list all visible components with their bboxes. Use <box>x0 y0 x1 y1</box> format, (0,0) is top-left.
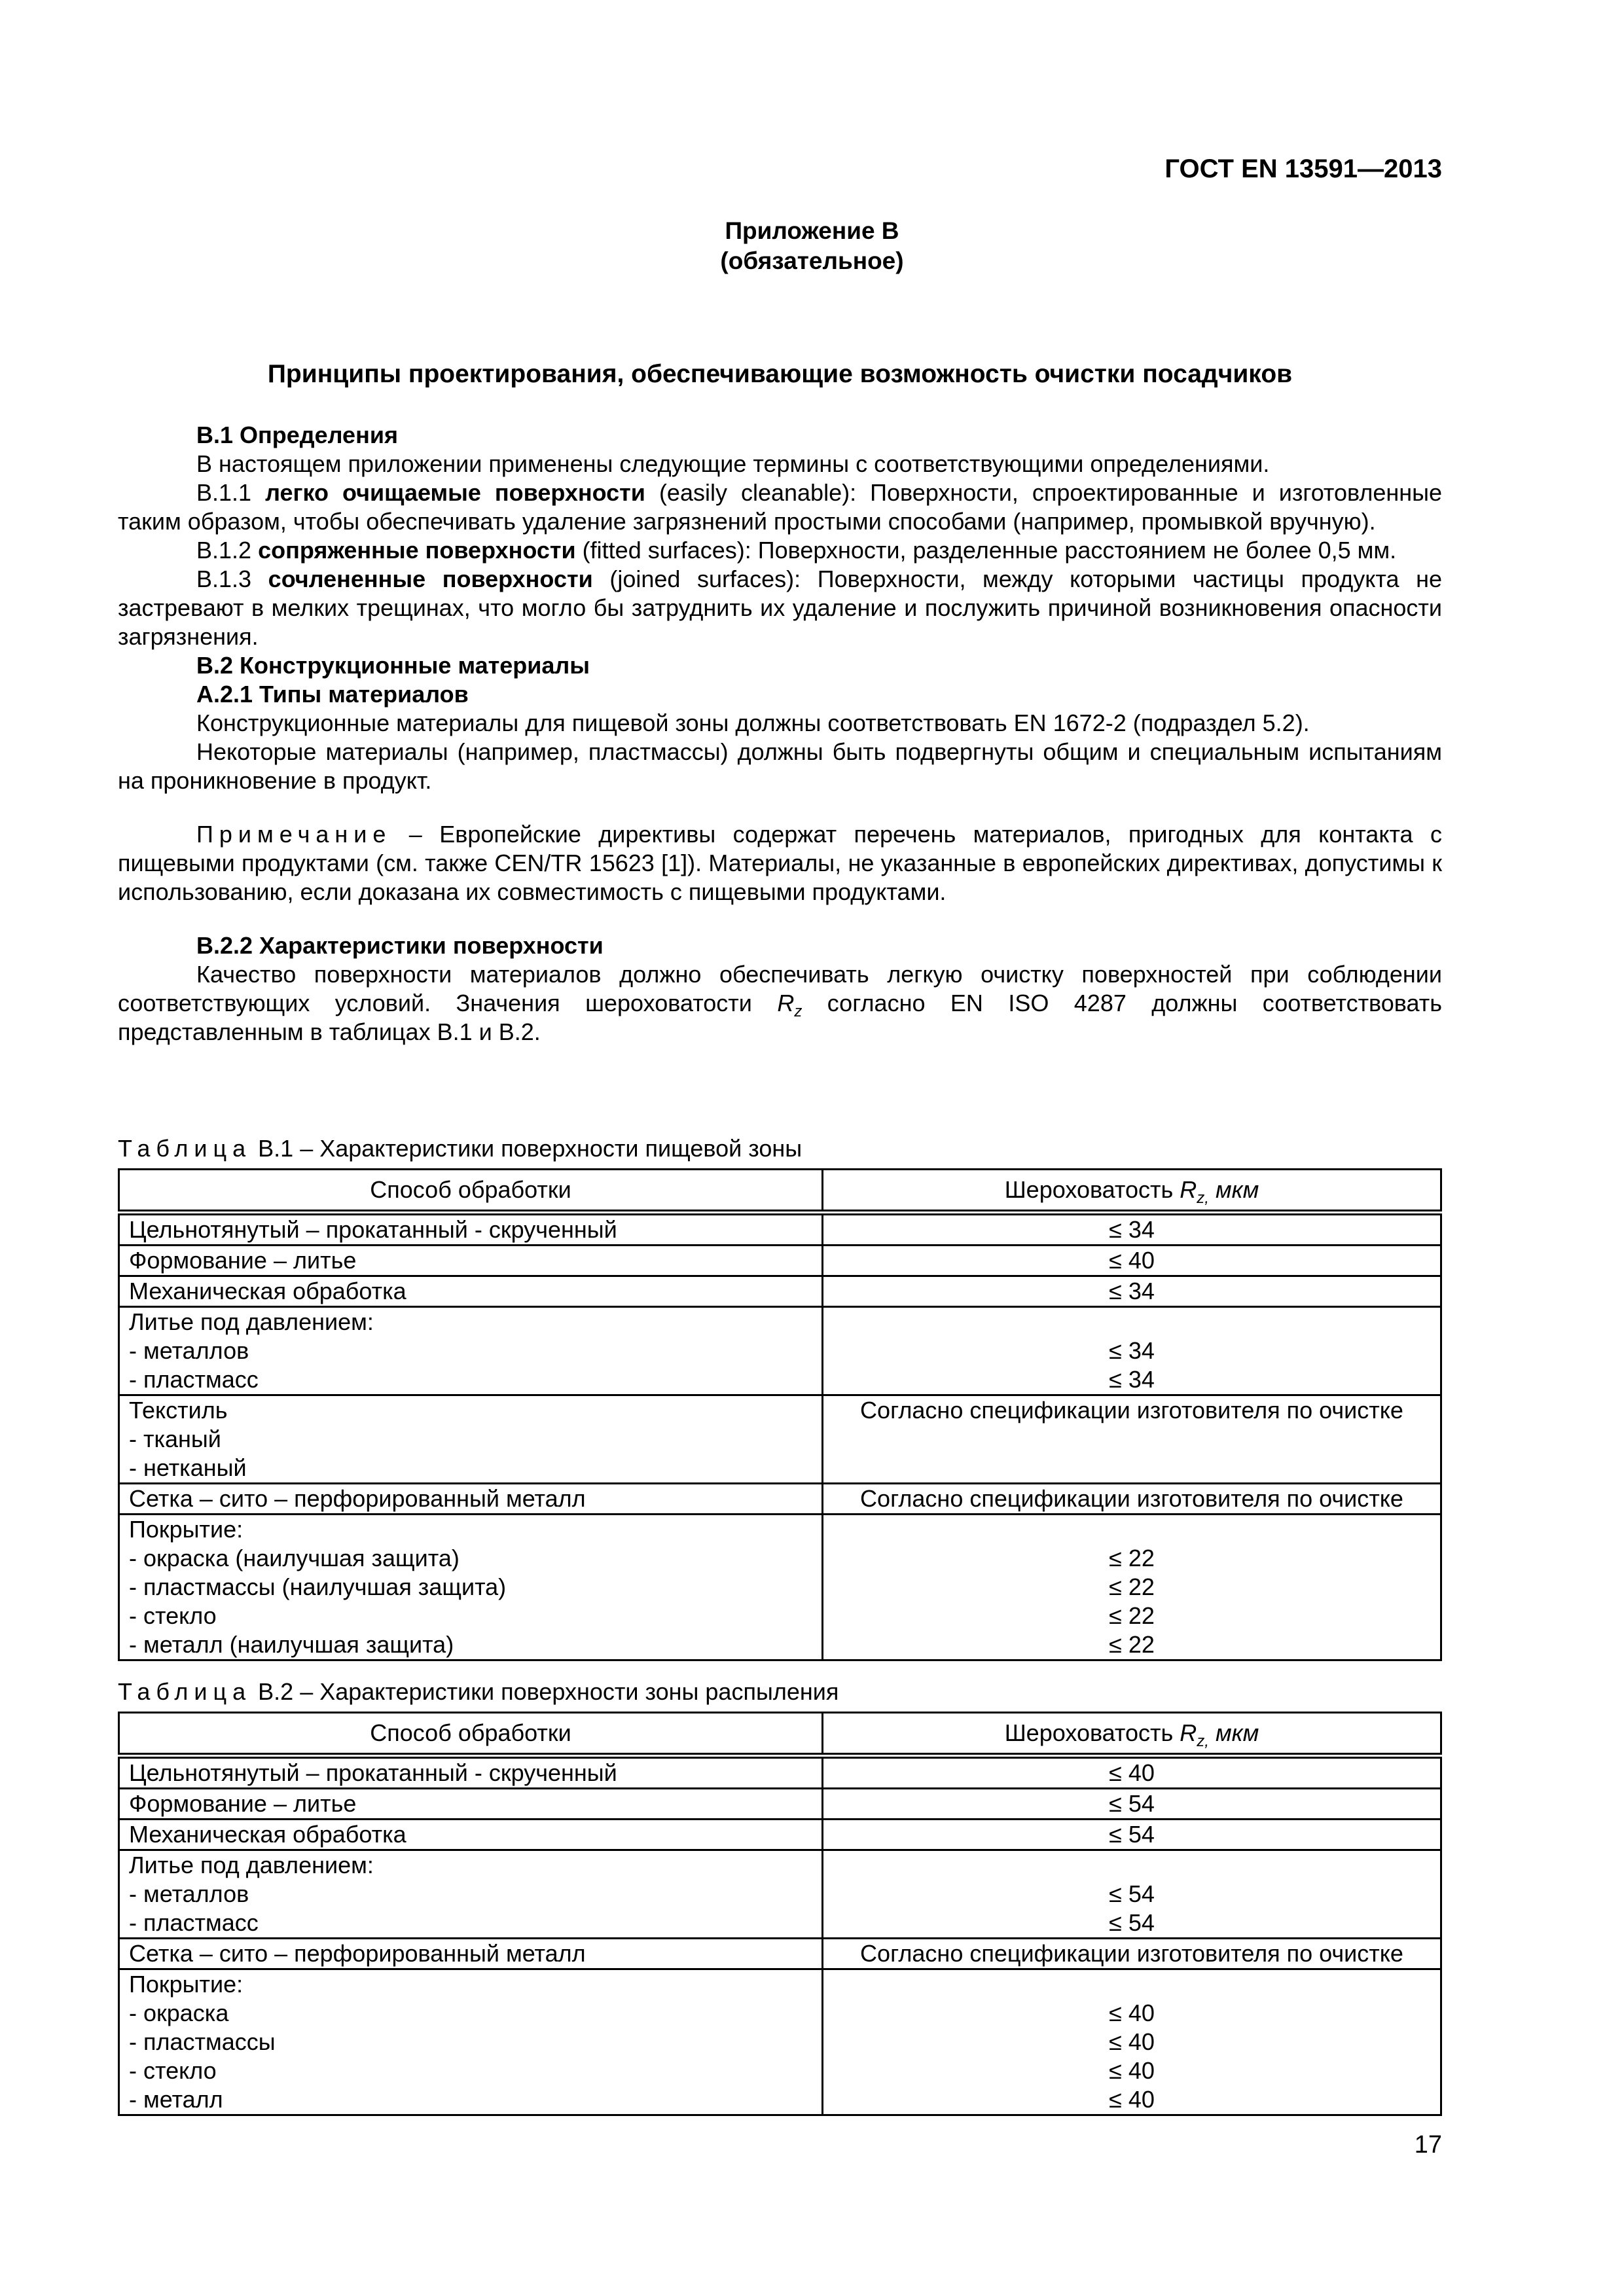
table-row <box>119 1276 1441 1307</box>
paragraph: Конструкционные материалы для пищевой зоны должны соответствовать EN 1672-2 (подраздел 5.2). <box>196 709 1310 736</box>
note-label: Примечание <box>196 821 392 848</box>
method-line: Литье под давлением: <box>129 1852 374 1878</box>
note-text: – Европейские директивы содержат перечень материалов, пригодных для контакта с пищевыми продуктами (см. также CEN/TR 15623 [1]). Материалы, не указанные в европейских директивах, допустимы к использованию, если доказана их совместимость с пищевыми продуктами. <box>118 821 1442 905</box>
method-line: Текстиль <box>129 1397 228 1424</box>
method-cell <box>119 1939 823 1969</box>
paragraph <box>118 960 1442 1047</box>
method-line: Литье под давлением: <box>129 1308 374 1335</box>
roughness-value: ≤ 40 <box>1109 1759 1155 1786</box>
method-line: - металлов <box>129 1337 249 1364</box>
definition <box>118 536 1442 565</box>
column-header <box>823 1170 1441 1213</box>
paragraph-text: Качество поверхности материалов должно обеспечивать легкую очистку поверхностей при соблюдении соответствующих условий. Значения шероховатости <box>118 961 1442 1016</box>
roughness-value: ≤ 40 <box>1109 2086 1155 2113</box>
table-row <box>119 1969 1441 2115</box>
table-row <box>119 1515 1441 1660</box>
rz-symbol <box>1180 1176 1259 1208</box>
caption-label: Таблица <box>118 1135 252 1162</box>
clause-number: В.1.3 <box>196 565 268 592</box>
document-code: ГОСТ EN 13591—2013 <box>1164 154 1442 183</box>
method-line: - тканый <box>129 1426 221 1452</box>
method-cell <box>119 1756 823 1789</box>
caption-text: В.2 – Характеристики поверхности зоны распыления <box>251 1678 839 1705</box>
roughness-value: ≤ 40 <box>1109 1247 1155 1274</box>
method-cell <box>119 1515 823 1660</box>
definition <box>118 565 1442 651</box>
subsection-heading: А.2.1 Типы материалов <box>196 681 469 708</box>
definition <box>118 478 1442 536</box>
method-cell <box>119 1484 823 1515</box>
method-line: - пластмассы <box>129 2028 276 2055</box>
rz-letter: R <box>777 990 795 1016</box>
roughness-cell <box>823 1395 1441 1484</box>
method-line: - металл <box>129 2086 223 2113</box>
roughness-cell <box>823 1484 1441 1515</box>
method-line: - окраска (наилучшая защита) <box>129 1545 460 1571</box>
method-cell <box>119 1395 823 1484</box>
table-row <box>119 1246 1441 1276</box>
roughness-cell <box>823 1969 1441 2115</box>
rz-subscript: z, <box>1197 1189 1209 1208</box>
roughness-value: ≤ 40 <box>1109 2028 1155 2055</box>
table-caption <box>118 1677 839 1706</box>
section-heading: В.1 Определения <box>196 422 398 448</box>
roughness-value: Согласно спецификации изготовителя по очистке <box>860 1485 1403 1512</box>
table-caption <box>118 1134 802 1163</box>
roughness-value: ≤ 22 <box>1109 1573 1155 1600</box>
term: сочлененные поверхности <box>268 565 593 592</box>
rz-subscript: z <box>794 1003 803 1021</box>
annex-heading <box>0 216 1624 276</box>
roughness-value: ≤ 34 <box>1109 1337 1155 1364</box>
method-line: - пластмасс <box>129 1366 259 1393</box>
table-row <box>119 1756 1441 1789</box>
annex-title: Принципы проектирования, обеспечивающие возможность очистки посадчиков <box>267 360 1293 388</box>
roughness-cell <box>823 1789 1441 1820</box>
method-cell <box>119 1307 823 1395</box>
method-line: - нетканый <box>129 1454 247 1481</box>
roughness-cell <box>823 1515 1441 1660</box>
method-cell <box>119 1213 823 1246</box>
roughness-value: ≤ 54 <box>1109 1909 1155 1936</box>
table-row <box>119 1395 1441 1484</box>
table-row <box>119 1789 1441 1820</box>
roughness-value <box>833 1308 1431 1336</box>
header-text: Шероховатость <box>1004 1176 1180 1203</box>
table-row <box>119 1213 1441 1246</box>
method-line: Сетка – сито – перфорированный металл <box>129 1940 586 1967</box>
unit: мкм <box>1208 1176 1259 1203</box>
method-line: Формование – литье <box>129 1247 357 1274</box>
paragraph: В настоящем приложении применены следующие термины с соответствующими определениями. <box>196 450 1270 477</box>
method-line: - пластмасс <box>129 1909 259 1936</box>
roughness-value: ≤ 22 <box>1109 1545 1155 1571</box>
roughness-cell <box>823 1820 1441 1850</box>
method-cell <box>119 1850 823 1939</box>
definition-text: (fitted surfaces): Поверхности, разделенные расстоянием не более 0,5 мм. <box>575 537 1397 564</box>
roughness-value: ≤ 22 <box>1109 1631 1155 1658</box>
paragraph-text: согласно EN ISO 4287 должны соответствовать представленным в таблицах В.1 и В.2. <box>118 990 1442 1045</box>
definition-text: (joined surfaces): Поверхности, между которыми частицы продукта не застревают в мелких трещинах, что могло бы затруднить их удаление и послужить причиной возникновения опасности загрязнения. <box>118 565 1442 650</box>
annex-type: (обязательное) <box>720 247 904 274</box>
roughness-value: ≤ 34 <box>1109 1366 1155 1393</box>
term: сопряженные поверхности <box>258 537 576 564</box>
roughness-cell <box>823 1939 1441 1969</box>
roughness-value <box>833 1970 1431 1999</box>
column-header: Способ обработки <box>119 1170 823 1213</box>
method-cell <box>119 1789 823 1820</box>
roughness-value: ≤ 40 <box>1109 2000 1155 2026</box>
method-line: Сетка – сито – перфорированный металл <box>129 1485 586 1512</box>
roughness-value: Согласно спецификации изготовителя по очистке <box>860 1940 1403 1967</box>
roughness-value <box>833 1851 1431 1880</box>
method-line: - стекло <box>129 2057 217 2084</box>
method-cell <box>119 1276 823 1307</box>
rz-letter: R <box>1180 1176 1197 1203</box>
rz-symbol <box>777 990 803 1021</box>
method-line: - пластмассы (наилучшая защита) <box>129 1573 507 1600</box>
method-line: Покрытие: <box>129 1971 244 1998</box>
term: легко очищаемые поверхности <box>265 479 645 506</box>
roughness-value <box>833 1515 1431 1544</box>
method-line: Формование – литье <box>129 1790 357 1817</box>
method-line: - стекло <box>129 1602 217 1629</box>
roughness-value: Согласно спецификации изготовителя по очистке <box>860 1397 1403 1424</box>
table-food-zone <box>118 1168 1442 1661</box>
rz-subscript: z, <box>1197 1732 1209 1751</box>
method-line: - металлов <box>129 1880 249 1907</box>
roughness-cell <box>823 1276 1441 1307</box>
method-line: - металл (наилучшая защита) <box>129 1631 454 1658</box>
table-row <box>119 1939 1441 1969</box>
method-line: Цельнотянутый – прокатанный - скрученный <box>129 1216 617 1243</box>
method-cell <box>119 1820 823 1850</box>
caption-label: Таблица <box>118 1678 252 1705</box>
clause-number: В.1.1 <box>196 479 266 506</box>
method-line: Механическая обработка <box>129 1821 406 1848</box>
body-text <box>118 421 1442 1047</box>
method-line: Цельнотянутый – прокатанный - скрученный <box>129 1759 617 1786</box>
column-header <box>823 1713 1441 1756</box>
paragraph: Некоторые материалы (например, пластмассы) должны быть подвергнуты общим и специальным испытаниям на проникновение в продукт. <box>118 738 1442 794</box>
method-line: - окраска <box>129 2000 229 2026</box>
roughness-value: ≤ 54 <box>1109 1821 1155 1848</box>
section-heading: В.2 Конструкционные материалы <box>196 652 590 679</box>
roughness-cell <box>823 1756 1441 1789</box>
roughness-value: ≤ 34 <box>1109 1216 1155 1243</box>
table-row <box>119 1484 1441 1515</box>
table-header-row <box>119 1713 1441 1756</box>
roughness-cell <box>823 1307 1441 1395</box>
roughness-cell <box>823 1213 1441 1246</box>
rz-symbol <box>1180 1719 1259 1751</box>
annex-label: Приложение В <box>725 217 899 244</box>
caption-text: В.1 – Характеристики поверхности пищевой зоны <box>251 1135 803 1162</box>
header-text: Шероховатость <box>1004 1719 1180 1746</box>
definition-text: (easily cleanable): Поверхности, спроектированные и изготовленные таким образом, чтобы обеспечивать удаление загрязнений простыми способами (например, промывкой вручную). <box>118 479 1443 535</box>
table-spray-zone <box>118 1712 1442 2116</box>
table-row <box>119 1850 1441 1939</box>
roughness-cell <box>823 1850 1441 1939</box>
roughness-value: ≤ 22 <box>1109 1602 1155 1629</box>
table-row <box>119 1307 1441 1395</box>
page-number: 17 <box>1414 2131 1442 2159</box>
rz-letter: R <box>1180 1719 1197 1746</box>
subsection-heading: В.2.2 Характеристики поверхности <box>196 932 604 959</box>
column-header: Способ обработки <box>119 1713 823 1756</box>
roughness-value: ≤ 40 <box>1109 2057 1155 2084</box>
method-line: Механическая обработка <box>129 1278 406 1304</box>
table-header-row <box>119 1170 1441 1213</box>
roughness-cell <box>823 1246 1441 1276</box>
roughness-value: ≤ 54 <box>1109 1790 1155 1817</box>
note <box>118 820 1442 906</box>
unit: мкм <box>1208 1719 1259 1746</box>
method-cell <box>119 1969 823 2115</box>
clause-number: В.1.2 <box>196 537 259 564</box>
roughness-value: ≤ 54 <box>1109 1880 1155 1907</box>
method-cell <box>119 1246 823 1276</box>
table-row <box>119 1820 1441 1850</box>
roughness-value: ≤ 34 <box>1109 1278 1155 1304</box>
method-line: Покрытие: <box>129 1516 244 1543</box>
